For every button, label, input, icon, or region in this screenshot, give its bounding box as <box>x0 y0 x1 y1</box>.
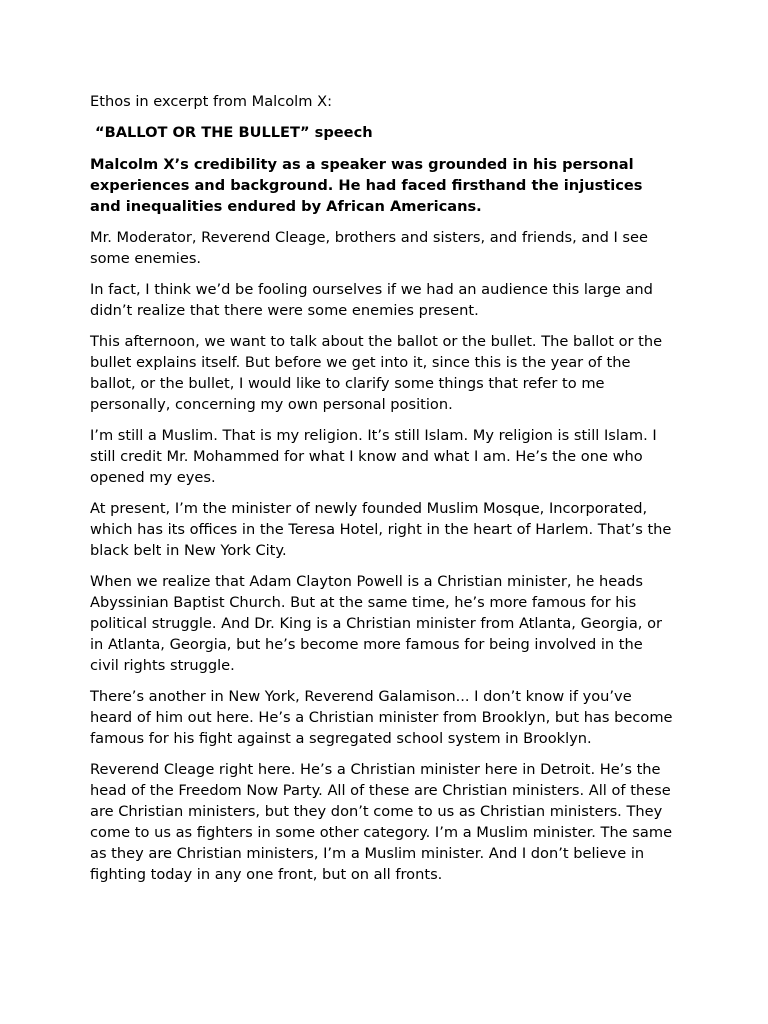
paragraph-1: Mr. Moderator, Reverend Cleage, brothers and sisters, and friends, and I see some enemies. <box>90 229 648 267</box>
paragraph-7: There’s another in New York, Reverend Galamison... I don’t know if you’ve heard of him out here. He’s a Christian minister from Brooklyn, but has become famous for his fight against a segregated school system in Brooklyn. <box>90 688 673 747</box>
speech-title: “BALLOT OR THE BULLET” speech <box>95 124 373 141</box>
intro-paragraph: Malcolm X’s credibility as a speaker was grounded in his personal experiences and background. He had faced firsthand the injustices and inequalities endured by African Americans. <box>90 156 643 215</box>
paragraph-8: Reverend Cleage right here. He’s a Christian minister here in Detroit. He’s the head of the Freedom Now Party. All of these are Christian ministers. All of these are Christian ministers, but they don’t come to us as Christian ministers. They come to us as fighters in some other category. I’m a Muslim minister. The same as they are Christian ministers, I’m a Muslim minister. And I don’t believe in fighting today in any one front, but on all fronts. <box>90 761 673 883</box>
paragraph-5: At present, I’m the minister of newly founded Muslim Mosque, Incorporated, which has its offices in the Teresa Hotel, right in the heart of Harlem. That’s the black belt in New York City. <box>90 500 672 559</box>
paragraph-3: This afternoon, we want to talk about the ballot or the bullet. The ballot or the bullet explains itself. But before we get into it, since this is the year of the ballot, or the bullet, I would like to clarify some things that refer to me personally, concerning my own personal position. <box>90 333 663 413</box>
document-heading: Ethos in excerpt from Malcolm X: <box>90 93 333 110</box>
paragraph-4: I’m still a Muslim. That is my religion. It’s still Islam. My religion is still Islam. I still credit Mr. Mohammed for what I know and what I am. He’s the one who opened my eyes. <box>90 427 657 486</box>
paragraph-6: When we realize that Adam Clayton Powell is a Christian minister, he heads Abyssinian Baptist Church. But at the same time, he’s more famous for his political struggle. And Dr. King is a Christian minister from Atlanta, Georgia, or in Atlanta, Georgia, but he’s become more famous for being involved in the civil rights struggle. <box>90 573 663 674</box>
paragraph-2: In fact, I think we’d be fooling ourselves if we had an audience this large and didn’t realize that there were some enemies present. <box>90 281 653 319</box>
